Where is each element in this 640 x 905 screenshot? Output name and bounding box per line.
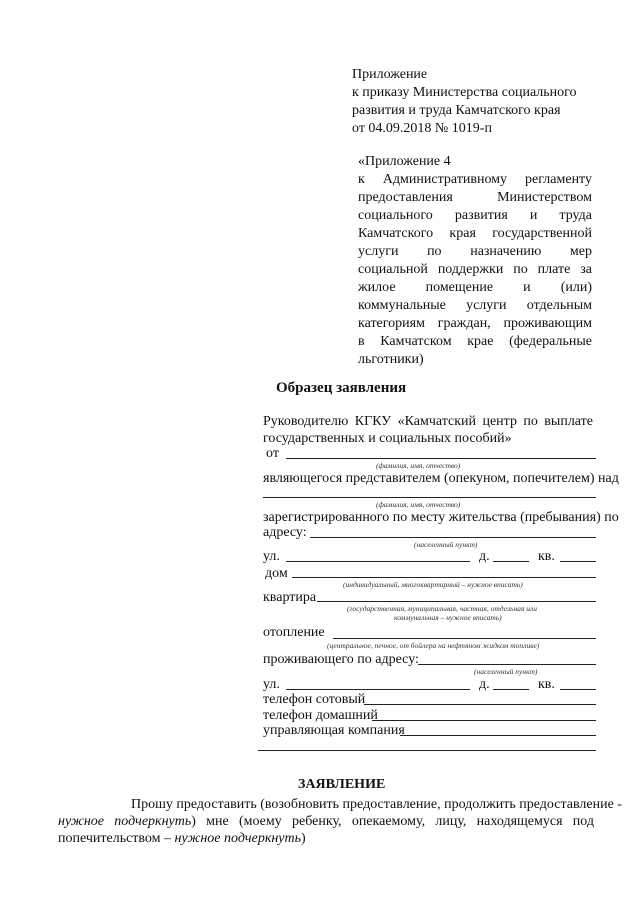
mobile-label: телефон сотовый bbox=[263, 692, 366, 707]
address-label: адресу: bbox=[263, 525, 307, 540]
statement-title: ЗАЯВЛЕНИЕ bbox=[298, 777, 386, 792]
form-title: Образец заявления bbox=[276, 380, 407, 396]
heating-note: (центральное, печное, от бойлера на нефтяном жидком топливе) bbox=[327, 641, 540, 650]
heating-label: отопление bbox=[263, 625, 325, 640]
street-label2: ул. bbox=[263, 677, 280, 692]
addressee-line2: государственных и социальных пособий» bbox=[263, 431, 512, 446]
appendix4-line: услуги по назначению мер bbox=[358, 244, 592, 259]
flat-label: квартира bbox=[263, 590, 317, 605]
settlement-note2: (населенный пункт) bbox=[474, 667, 538, 676]
house-line[interactable] bbox=[493, 561, 529, 562]
extra-line[interactable] bbox=[258, 750, 596, 751]
street-line[interactable] bbox=[286, 561, 470, 562]
home-line[interactable] bbox=[292, 577, 596, 578]
house-line2[interactable] bbox=[493, 689, 529, 690]
mobile-line[interactable] bbox=[364, 704, 596, 705]
flat-note2: коммунальная – нужное вписать) bbox=[394, 613, 502, 622]
house-label2: д. bbox=[479, 677, 490, 692]
ward-fio-line[interactable] bbox=[263, 497, 596, 498]
appendix4-line: категориям граждан, проживающим bbox=[358, 316, 592, 331]
fio-line[interactable] bbox=[286, 458, 596, 459]
street-line2[interactable] bbox=[286, 689, 470, 690]
fio-note2: (фамилия, имя, отчество) bbox=[376, 500, 461, 509]
header-line: развития и труда Камчатского края bbox=[352, 103, 561, 118]
statement-text: ) мне (моему ребенку, опекаемому, лицу, находящемуся под bbox=[191, 814, 594, 829]
appendix4-line: социальной поддержки по плате за bbox=[358, 262, 592, 277]
settlement-line[interactable] bbox=[310, 537, 596, 538]
heating-line[interactable] bbox=[333, 638, 596, 639]
appendix4-line: в Камчатском крае (федеральные bbox=[358, 334, 592, 349]
home-phone-line[interactable] bbox=[372, 720, 596, 721]
statement-emph: нужное подчеркнуть bbox=[58, 814, 192, 829]
header-line: Приложение bbox=[352, 67, 428, 82]
appendix4-line: к Административному регламенту bbox=[358, 172, 592, 187]
appendix4-line: жилое помещение и (или) bbox=[358, 280, 592, 295]
mgmt-label: управляющая компания bbox=[263, 723, 405, 738]
living-label: проживающего по адресу: bbox=[263, 652, 419, 667]
appendix4-line: Камчатского края государственной bbox=[358, 226, 592, 241]
settlement-note: (населенный пункт) bbox=[414, 540, 478, 549]
home-phone-label: телефон домашний bbox=[263, 708, 378, 723]
statement-line1: Прошу предоставить (возобновить предоставление, продолжить предоставление - bbox=[131, 797, 622, 812]
flat-line[interactable] bbox=[317, 601, 596, 602]
appendix4-line: предоставления Министерством bbox=[358, 190, 592, 205]
apt-line[interactable] bbox=[560, 561, 596, 562]
appendix4-line: «Приложение 4 bbox=[358, 154, 451, 169]
appendix4-line: коммунальные услуги отдельным bbox=[358, 298, 592, 313]
header-line: к приказу Министерства социального bbox=[352, 85, 577, 100]
street-label: ул. bbox=[263, 549, 280, 564]
statement-line2 bbox=[58, 814, 594, 830]
house-label: д. bbox=[479, 549, 490, 564]
statement-emph: нужное подчеркнуть bbox=[174, 831, 302, 846]
home-note: (индивидуальный, многоквартирный – нужное вписать) bbox=[343, 580, 523, 589]
flat-note1: (государственная, муниципальная, частная, отдельная или bbox=[347, 604, 538, 613]
mgmt-line[interactable] bbox=[400, 735, 596, 736]
header-line: от 04.09.2018 № 1019-п bbox=[352, 121, 492, 136]
statement-text: попечительством – bbox=[58, 831, 175, 846]
fio-note: (фамилия, имя, отчество) bbox=[376, 461, 461, 470]
living-settlement-line[interactable] bbox=[418, 664, 596, 665]
appendix4-line: социального развития и труда bbox=[358, 208, 592, 223]
addressee-line1: Руководителю КГКУ «Камчатский центр по выплате bbox=[263, 414, 593, 429]
from-label: от bbox=[266, 446, 279, 461]
apt-label2: кв. bbox=[538, 677, 555, 692]
apt-label: кв. bbox=[538, 549, 555, 564]
apt-line2[interactable] bbox=[560, 689, 596, 690]
statement-line3 bbox=[58, 831, 306, 847]
home-label: дом bbox=[265, 566, 288, 581]
statement-text: ) bbox=[301, 831, 306, 846]
registered-label: зарегистрированного по месту жительства (пребывания) по bbox=[263, 510, 619, 525]
appendix4-line: льготники) bbox=[358, 352, 424, 367]
representative-label: являющегося представителем (опекуном, попечителем) над bbox=[263, 471, 619, 486]
